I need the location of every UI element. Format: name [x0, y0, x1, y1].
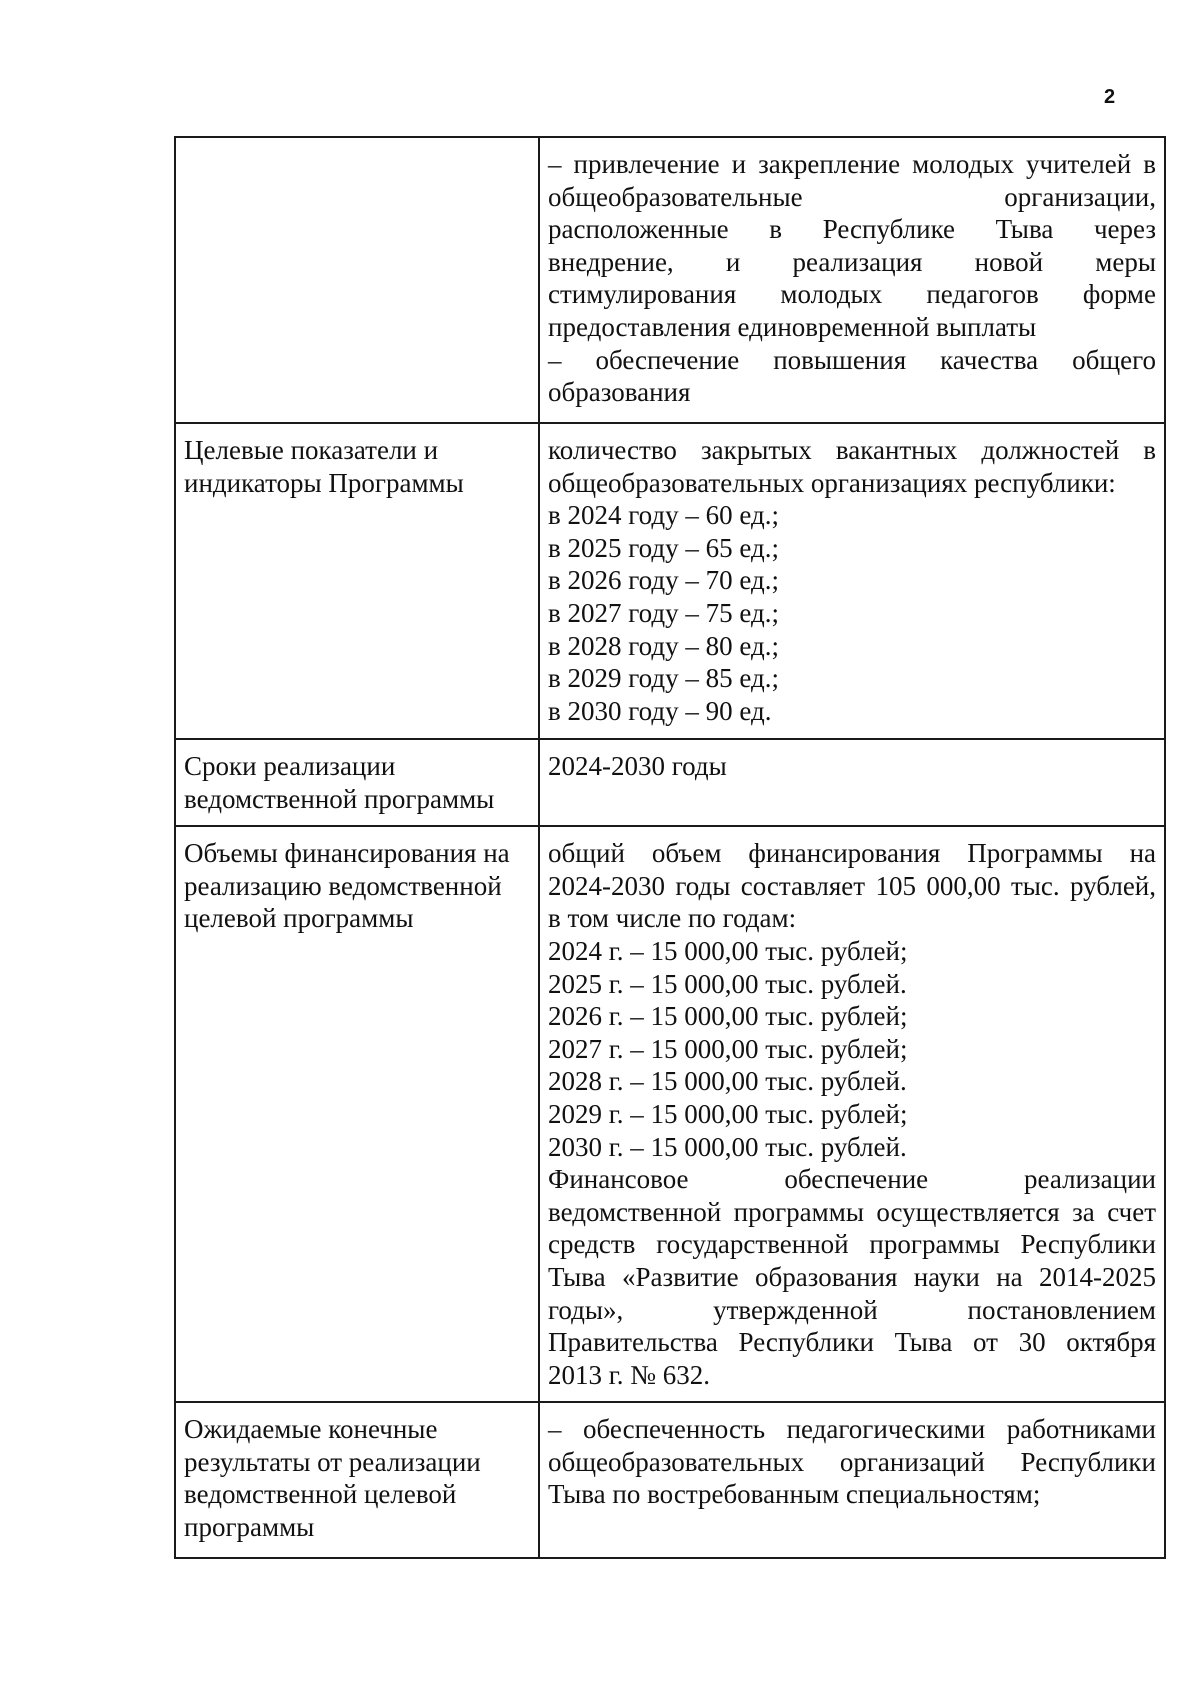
value-line: годы», утвержденной постановлением: [548, 1294, 1156, 1325]
label-line: реализацию ведомственной: [184, 870, 502, 901]
label-line: Сроки реализации: [184, 751, 396, 781]
value-line: средств государственной программы Республики: [548, 1229, 1156, 1260]
label-line: Ожидаемые конечные: [184, 1414, 438, 1445]
value-line: в 2024 году – 60 ед.;: [548, 500, 779, 531]
row-value-cell: [539, 423, 1165, 739]
label-line: ведомственной целевой: [184, 1479, 457, 1510]
value-line: Правительства Республики Тыва от 30 октября: [548, 1327, 1156, 1358]
value-line: в 2025 году – 65 ед.;: [548, 532, 779, 563]
value-line: общеобразовательных организациях республики:: [548, 467, 1116, 498]
table-body: [175, 137, 1165, 1558]
value-line: общеобразовательных организаций Республики: [548, 1446, 1156, 1477]
value-line: в 2027 году – 75 ед.;: [548, 597, 779, 628]
label-line: целевой программы: [184, 903, 414, 934]
value-line: количество закрытых вакантных должностей в: [548, 435, 1156, 465]
value-line: Тыва по востребованным специальностям;: [548, 1479, 1041, 1510]
row-value-cell: [539, 739, 1165, 826]
value-line: в том числе по годам:: [548, 903, 797, 934]
table-row: [175, 137, 1165, 423]
row-value-cell: [539, 826, 1165, 1402]
value-line: 2026 г. – 15 000,00 тыс. рублей;: [548, 1001, 908, 1032]
page-number: 2: [1104, 86, 1116, 108]
row-label-cell: [175, 423, 539, 739]
row-label-cell: [175, 826, 539, 1402]
value-line: 2024-2030 годы: [548, 751, 727, 781]
value-line: 2028 г. – 15 000,00 тыс. рублей.: [548, 1066, 907, 1097]
value-line: 2024-2030 годы составляет 105 000,00 тыс. рублей,: [548, 870, 1156, 901]
row-value-cell: [539, 1402, 1165, 1558]
value-line: – обеспечение повышения качества общего: [548, 344, 1156, 375]
value-line: 2030 г. – 15 000,00 тыс. рублей.: [548, 1131, 907, 1162]
value-line: образования: [548, 377, 691, 408]
value-line: – привлечение и закрепление молодых учителей в: [548, 149, 1156, 179]
value-line: 2013 г. № 632.: [548, 1359, 711, 1390]
table-row: [175, 739, 1165, 826]
table-row: [175, 423, 1165, 739]
value-line: в 2026 году – 70 ед.;: [548, 565, 779, 596]
label-line: Объемы финансирования на: [184, 838, 510, 869]
table-row: [175, 826, 1165, 1402]
value-line: расположенные в Республике Тыва через: [548, 214, 1156, 245]
row-label-cell: [175, 1402, 539, 1558]
row-label-cell: [175, 739, 539, 826]
value-line: в 2028 году – 80 ед.;: [548, 630, 779, 661]
value-line: – обеспеченность педагогическими работниками: [548, 1414, 1156, 1445]
value-line: в 2030 году – 90 ед.: [548, 695, 772, 726]
value-line: предоставления единовременной выплаты: [548, 311, 1037, 342]
value-line: стимулирования молодых педагогов форме: [548, 279, 1156, 310]
value-line: Финансовое обеспечение реализации: [548, 1164, 1156, 1195]
row-label-cell: [175, 137, 539, 423]
table-row: [175, 1402, 1165, 1558]
value-line: 2024 г. – 15 000,00 тыс. рублей;: [548, 935, 908, 966]
value-line: внедрение, и реализация новой меры: [548, 246, 1156, 277]
value-line: в 2029 году – 85 ед.;: [548, 663, 779, 694]
program-passport-table: [174, 136, 1166, 1559]
label-line: индикаторы Программы: [184, 467, 464, 498]
label-line: Целевые показатели и: [184, 435, 439, 465]
value-line: 2025 г. – 15 000,00 тыс. рублей.: [548, 968, 907, 999]
value-line: общий объем финансирования Программы на: [548, 838, 1156, 869]
label-line: программы: [184, 1512, 315, 1543]
value-line: Тыва «Развитие образования науки на 2014-2025: [548, 1261, 1156, 1292]
row-value-cell: [539, 137, 1165, 423]
value-line: общеобразовательные организации,: [548, 181, 1156, 212]
value-line: 2027 г. – 15 000,00 тыс. рублей;: [548, 1033, 908, 1064]
label-line: результаты от реализации: [184, 1446, 481, 1477]
value-line: ведомственной программы осуществляется за счет: [548, 1196, 1156, 1227]
value-line: 2029 г. – 15 000,00 тыс. рублей;: [548, 1098, 908, 1129]
label-line: ведомственной программы: [184, 783, 495, 814]
